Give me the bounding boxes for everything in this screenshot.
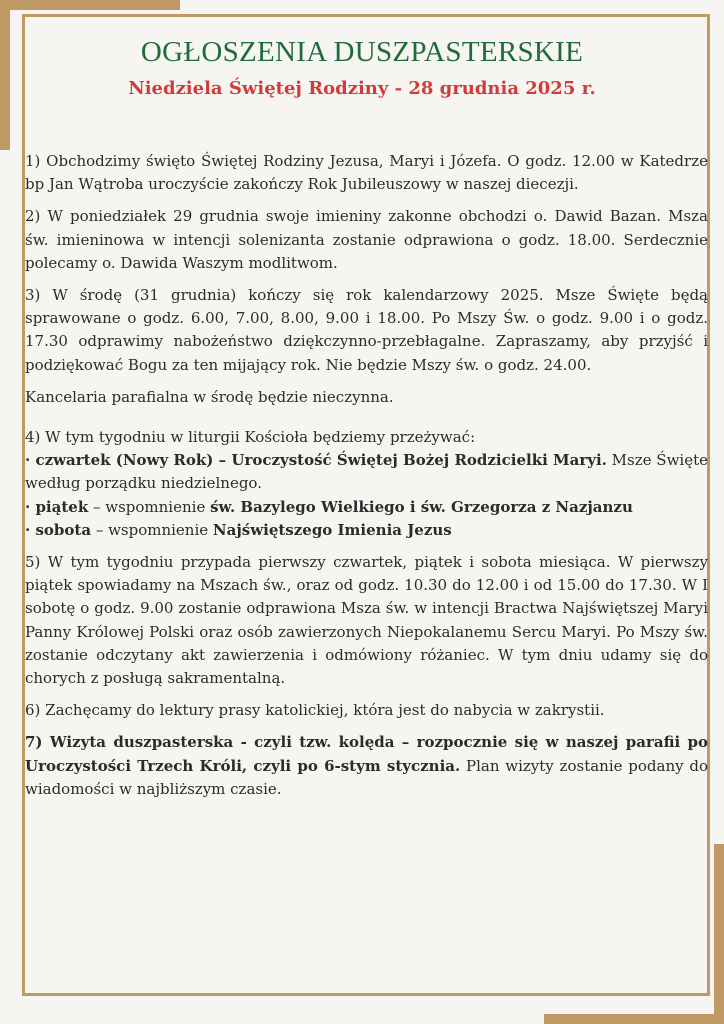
corner-decoration-top <box>0 0 180 10</box>
announcement-4 <box>25 426 708 542</box>
liturgy-saturday <box>25 519 708 542</box>
announcement-7-rest: Plan wizyty zostanie podany do wiadomości w najbliższym czasie. <box>25 756 709 798</box>
liturgy-friday-saints: św. Bazylego Wielkiego i św. Grzegorza z Nazjanzu <box>210 497 633 516</box>
liturgy-thursday-note: Msze Święte według porządku niedzielnego. <box>25 451 708 493</box>
page-title: OGŁOSZENIA DUSZPASTERSKIE <box>140 36 584 68</box>
liturgy-thursday-title: · czwartek (Nowy Rok) – Uroczystość Świętej Bożej Rodzicielki Maryi. <box>25 451 607 470</box>
page-subtitle: Niedziela Świętej Rodziny - 28 grudnia 2025 r. <box>128 78 596 99</box>
announcement-1: 1) Obchodzimy święto Świętej Rodziny Jezusa, Maryi i Józefa. O godz. 12.00 w Katedrze bp Jan Wątroba uroczyście zakończy Rok Jubileuszowy w naszej diecezji. <box>25 152 708 194</box>
liturgy-friday <box>25 496 708 519</box>
announcement-6: 6) Zachęcamy do lektury prasy katolickiej, która jest do nabycia w zakrystii. <box>25 701 605 720</box>
announcement-7 <box>25 731 708 801</box>
announcement-3-note: Kancelaria parafialna w środę będzie nieczynna. <box>25 387 394 406</box>
liturgy-saturday-sep: – wspomnienie <box>91 520 213 539</box>
announcement-3: 3) W środę (31 grudnia) kończy się rok kalendarzowy 2025. Msze Święte będą sprawowane o godz. 6.00, 7.00, 8.00, 9.00 i 18.00. Po Mszy Św. o godz. 9.00 i o godz. 17.30 odprawimy nabożeństwo dziękczynno-przebłagalne. Zapraszamy, aby przyjść i podziękować Bogu za ten mijający rok. Nie będzie Mszy św. o godz. 24.00. <box>25 286 708 374</box>
announcement-4-intro: 4) W tym tygodniu w liturgii Kościoła będziemy przeżywać: <box>25 428 476 447</box>
liturgy-saturday-feast: Najświętszego Imienia Jezus <box>212 520 452 539</box>
corner-decoration-left <box>0 0 10 150</box>
liturgy-thursday <box>25 449 708 495</box>
liturgy-friday-sep: – wspomnienie <box>88 497 211 516</box>
corner-decoration-right <box>714 844 724 1024</box>
announcement-7-bold: 7) Wizyta duszpasterska - czyli tzw. kolęda – rozpocznie się w naszej parafii po Uroczystości Trzech Króli, czyli po 6-stym stycznia. <box>25 733 708 775</box>
corner-decoration-bottom <box>544 1014 724 1024</box>
liturgy-saturday-day: · sobota <box>25 520 92 539</box>
announcement-5: 5) W tym tygodniu przypada pierwszy czwartek, piątek i sobota miesiąca. W pierwszy piątek spowiadamy na Mszach św., oraz od godz. 10.30 do 12.00 i od 15.00 do 17.30. W I sobotę o godz. 9.00 zostanie odprawiona Msza św. w intencji Bractwa Najświętszej Maryi Panny Królowej Polski oraz osób zawierzonych Niepokalanemu Sercu Maryi. Po Mszy św. zostanie odczytany akt zawierzenia i odmówiony różaniec. W tym dniu udamy się do chorych z posługą sakramentalną. <box>25 553 708 688</box>
announcements-body <box>25 150 708 810</box>
announcement-2: 2) W poniedziałek 29 grudnia swoje imieniny zakonne obchodzi o. Dawid Bazan. Msza św. imieninowa w intencji solenizanta zostanie odprawiona o godz. 18.00. Serdecznie polecamy o. Dawida Waszym modlitwom. <box>25 207 708 272</box>
liturgy-friday-day: · piątek <box>25 497 89 516</box>
